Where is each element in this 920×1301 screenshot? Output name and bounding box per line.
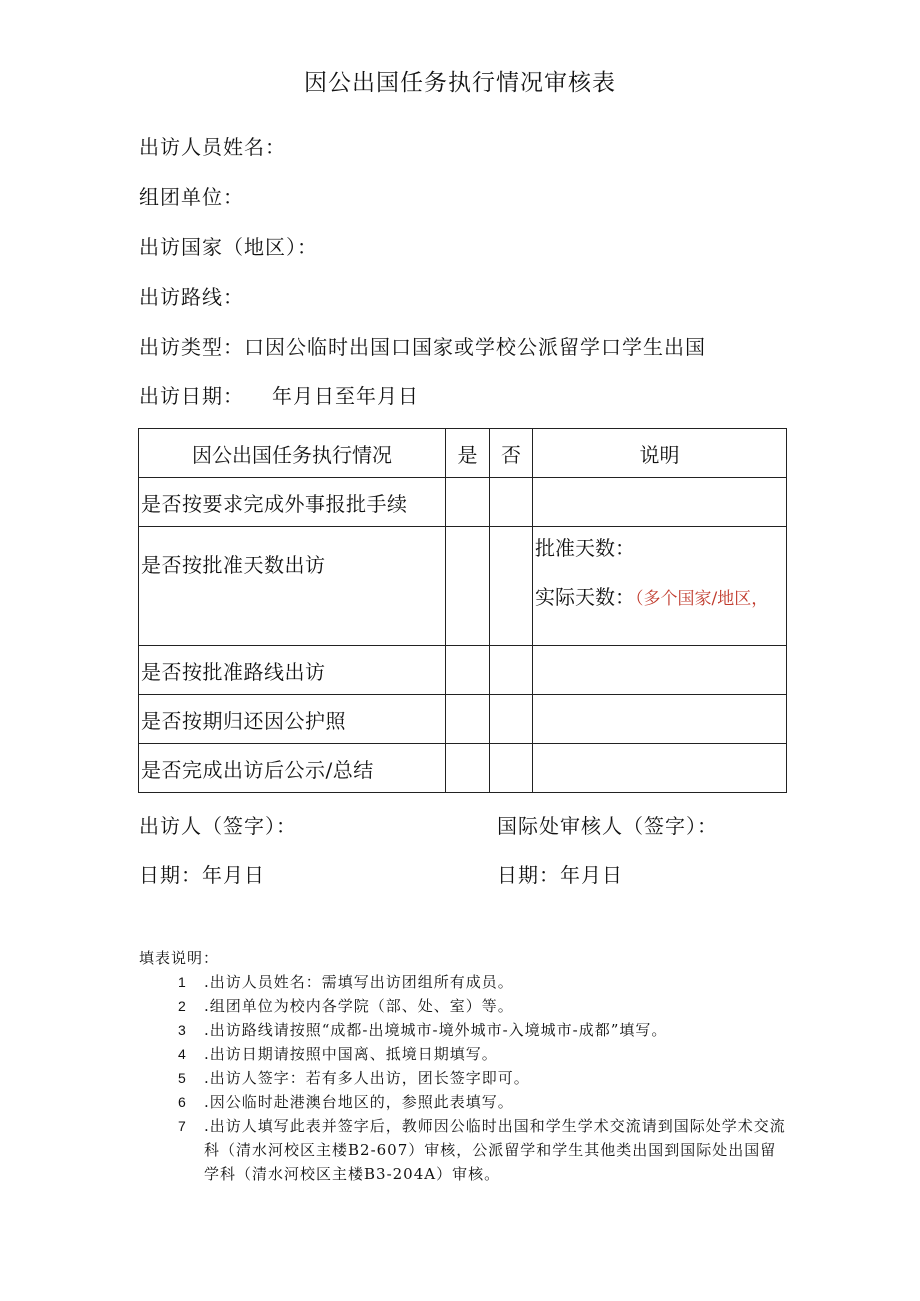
no-cell[interactable] [490, 646, 533, 695]
row-item: 是否按期归还因公护照 [139, 695, 446, 744]
row-item: 是否按要求完成外事报批手续 [139, 478, 446, 527]
reviewer-date-label: 日期：年月日 [497, 863, 623, 887]
note-cell[interactable] [533, 478, 787, 527]
page-title: 因公出国任务执行情况审核表 [304, 70, 616, 96]
row-item: 是否按批准路线出访 [139, 646, 446, 695]
no-cell[interactable] [490, 695, 533, 744]
reviewer-signature-label: 国际处审核人（签字）： [497, 814, 718, 838]
note-cell[interactable] [533, 744, 787, 793]
list-item: 4 .出访日期请按照中国离、抵境日期填写。 [178, 1045, 498, 1063]
note-cell[interactable] [533, 527, 787, 646]
yes-cell[interactable] [446, 478, 490, 527]
list-item: 7 .出访人填写此表并签字后，教师因公临时出国和学生学术交流请到国际处学术交流科（清水河校区主楼B2-607）审核，公派留学和学生其他类出国到国际处出国留学科（清水河校区主楼B3-204A）审核。 [178, 1117, 786, 1183]
yes-cell[interactable] [446, 695, 490, 744]
yes-cell[interactable] [446, 646, 490, 695]
group-unit-field: 组团单位： [139, 185, 244, 209]
actual-days-line [535, 585, 786, 612]
visit-date-value: 年月日至年月日 [272, 384, 419, 408]
multi-country-hint: （多个国家/地区， [635, 589, 769, 609]
header-no: 否 [490, 429, 533, 478]
approved-days-label: 批准天数： [535, 536, 635, 560]
table-row [139, 646, 787, 695]
actual-days-label: 实际天数： [535, 585, 635, 609]
yes-cell[interactable] [446, 527, 490, 646]
note-cell[interactable] [533, 695, 787, 744]
instructions-list [178, 970, 790, 1186]
list-item: 6 .因公临时赴港澳台地区的，参照此表填写。 [178, 1093, 514, 1111]
no-cell[interactable] [490, 744, 533, 793]
route-field: 出访路线： [139, 285, 244, 309]
table-row [139, 527, 787, 646]
instructions-title: 填表说明： [139, 949, 220, 967]
list-item: 2 .组团单位为校内各学院（部、处、室）等。 [178, 997, 514, 1015]
yes-cell[interactable] [446, 744, 490, 793]
row-item: 是否完成出访后公示/总结 [139, 744, 446, 793]
table-row [139, 695, 787, 744]
visitor-name-field: 出访人员姓名： [139, 135, 286, 159]
table-row [139, 744, 787, 793]
visit-date-label: 出访日期： [139, 384, 244, 408]
no-cell[interactable] [490, 478, 533, 527]
visit-type-field: 出访类型：口因公临时出国口国家或学校公派留学口学生出国 [139, 335, 706, 359]
visitor-date-label: 日期：年月日 [139, 863, 265, 887]
list-item: 3 .出访路线请按照“成都-出境城市-境外城市-入境城市-成都”填写。 [178, 1021, 668, 1039]
destination-country-field: 出访国家（地区）： [139, 235, 318, 259]
note-cell[interactable] [533, 646, 787, 695]
header-yes: 是 [446, 429, 490, 478]
no-cell[interactable] [490, 527, 533, 646]
visit-date-field [139, 380, 419, 409]
header-note: 说明 [533, 429, 787, 478]
row-item: 是否按批准天数出访 [139, 527, 446, 646]
review-table [138, 428, 787, 793]
table-row [139, 478, 787, 527]
list-item: 1 .出访人员姓名：需填写出访团组所有成员。 [178, 973, 514, 991]
table-header-row [139, 429, 787, 478]
list-item: 5 .出访人签字：若有多人出访，团长签字即可。 [178, 1069, 530, 1087]
visitor-signature-label: 出访人（签字）： [139, 814, 297, 838]
header-item: 因公出国任务执行情况 [139, 429, 446, 478]
